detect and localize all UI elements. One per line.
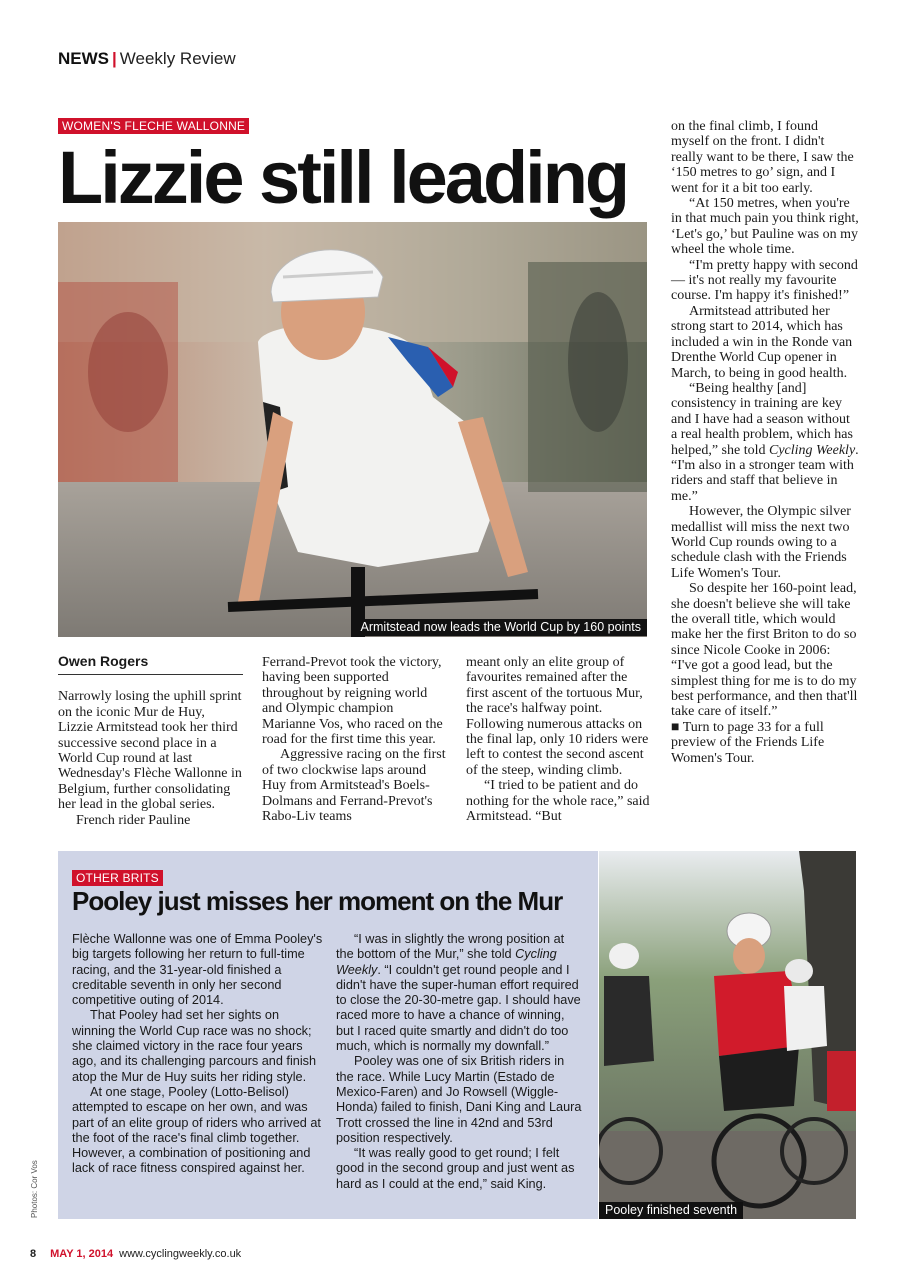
sidebar-column-1 — [72, 932, 324, 1177]
paragraph: However, the Olympic silver medallist will miss the next two World Cup rounds owing to a schedule clash with the Friends Life Women's Tour. — [671, 504, 851, 581]
subsection-label: Weekly Review — [119, 49, 236, 68]
paragraph: Pooley was one of six British riders in the race. While Lucy Martin (Estado de Mexico-Faren) and Jo Rowsell (Wiggle-Honda) failed to finish, Dani King and Laura Trott crossed the line in 42nd and 53rd position respectively. — [336, 1054, 582, 1145]
article-column-4 — [671, 119, 859, 766]
sidebar-headline: Pooley just misses her moment on the Mur — [72, 886, 563, 916]
section-header — [58, 49, 236, 69]
paragraph: That Pooley had set her sights on winning the World Cup race was no shock; she claimed victory in the race four years ago, and its challenging parcours and finish atop the Mur de Huy suits her riding style. — [72, 1008, 317, 1084]
paragraph: Narrowly losing the uphill sprint on the iconic Mur de Huy, Lizzie Armitstead took her third successive second place in a World Cup round at last Wednesday's Flèche Wallonne in Belgium, further consolidating her lead in the global series. — [58, 689, 242, 813]
photo-credit: Photos: Cor Vos — [30, 1160, 39, 1218]
sidebar-photo-caption: Pooley finished seventh — [599, 1202, 743, 1219]
cyclist-photo-illustration — [58, 222, 647, 637]
publication-name: Cycling Weekly — [336, 947, 557, 977]
page-reference-text: Turn to page 33 for a full preview of the Friends Life Women's Tour. — [671, 719, 825, 766]
paragraph: So despite her 160-point lead, she doesn't believe she will take the overall title, which would make her the first Briton to do so since Nicole Cooke in 2006: “I've got a good lead, but the simplest thing for me is to do my best performance, and then that'll take care of itself.” — [671, 581, 858, 720]
paragraph-text: . “I'm also in a stronger team with riders and staff that believe in me.” — [671, 442, 859, 504]
publication-name: Cycling Weekly — [768, 442, 856, 458]
article-column-3 — [466, 655, 651, 824]
article-column-2 — [262, 655, 447, 824]
paragraph: Armitstead attributed her strong start to 2014, which has included a win in the Ronde van Drenthe World Cup opener in March, to being in good health. — [671, 303, 853, 381]
paragraph: “I tried to be patient and do nothing for the whole race,” said Armitstead. “But — [466, 778, 650, 825]
byline: Owen Rogers — [58, 654, 243, 675]
sidebar-kicker: OTHER BRITS — [72, 870, 163, 886]
main-photo-caption: Armitstead now leads the World Cup by 160 points — [355, 619, 647, 636]
paragraph-text: “Being healthy [and] consistency in training are key and I have had a season without a real health problem, which has helped,” she told — [671, 380, 853, 458]
paragraph-text: . “I couldn't get round people and I didn't have the super-human effort required to close the 20-30-metre gap. I should have raced more to have a chance of winning, but I raced quite smartly and didn't do too much, which is normally my downfall.” — [336, 962, 581, 1054]
article-column-1 — [58, 654, 243, 828]
page-footer — [30, 1248, 241, 1260]
sidebar-photo — [599, 851, 856, 1219]
article-headline: Lizzie still leading — [58, 136, 628, 219]
square-bullet-icon: ■ — [671, 719, 680, 735]
section-separator: | — [112, 49, 117, 68]
paragraph-text: “I was in slightly the wrong position at the bottom of the Mur,” she told — [336, 932, 565, 962]
sidebar-column-2 — [336, 932, 584, 1192]
article-kicker: WOMEN'S FLECHE WALLONNE — [58, 118, 249, 134]
website-link[interactable]: www.cyclingweekly.co.uk — [119, 1248, 242, 1260]
page-reference — [671, 720, 859, 766]
paragraph — [336, 932, 584, 1054]
paragraph: meant only an elite group of favourites remained after the first ascent of the tortuous Mur, the race's halfway point. Following numerous attacks on the final lap, only 10 riders were left to contest the second ascent of the steep, winding climb. — [466, 655, 649, 778]
paragraph: Flèche Wallonne was one of Emma Pooley's big targets following her return to full-time racing, and the 31-year-old finished a creditable seventh in only her second competitive outing of 2014. — [72, 932, 323, 1008]
paragraph: on the final climb, I found myself on the front. I didn't really want to be there, I saw the ‘150 metres to go’ sign, and I went for it a bit too early. — [671, 119, 854, 196]
main-photo — [58, 222, 647, 637]
paragraph — [671, 381, 859, 504]
paragraph: “At 150 metres, when you're in that much pain you think right, ‘Let's go,’ but Pauline was on my wheel the whole time. — [671, 196, 859, 258]
paragraph: Aggressive racing on the first of two clockwise laps around Huy from Armitstead's Boels-Dolmans and Ferrand-Prevot's Rabo-Liv teams — [262, 747, 446, 825]
paragraph: “It was really good to get round; I felt good in the second group and just went as hard as I could at the end,” said King. — [336, 1146, 575, 1191]
peloton-photo-illustration — [599, 851, 856, 1219]
page-number: 8 — [30, 1248, 37, 1260]
paragraph: At one stage, Pooley (Lotto-Belisol) attempted to escape on her own, and was part of an elite group of riders who arrived at the foot of the race's final climb together. However, a combination of positioning and lack of race fitness conspired against her. — [72, 1084, 321, 1176]
paragraph: “I'm pretty happy with second — it's not really my favourite course. I'm happy it's finished!” — [671, 257, 858, 304]
paragraph: Ferrand-Prevot took the victory, having been supported throughout by reigning world and Olympic champion Marianne Vos, who raced on the road for the first time this year. — [262, 655, 443, 748]
issue-date: MAY 1, 2014 — [50, 1248, 114, 1260]
section-label: NEWS — [58, 49, 109, 68]
paragraph: French rider Pauline — [76, 812, 191, 828]
